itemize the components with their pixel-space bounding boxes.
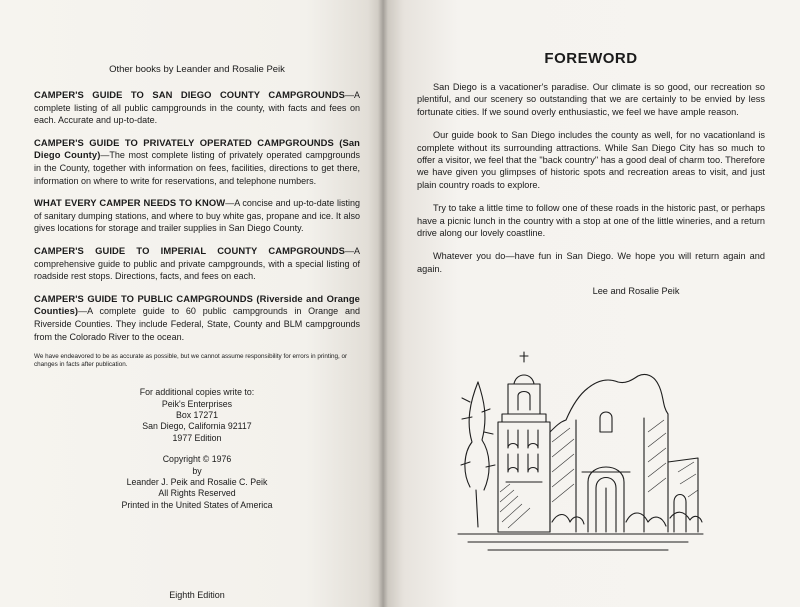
book-title: CAMPER'S GUIDE TO IMPERIAL COUNTY CAMPGROUNDS — [34, 244, 345, 256]
foreword-paragraph: Our guide book to San Diego includes the county as well, for no vacationland is complete without its surrounding attractions. While San Diego City has so much to offer a visitor, we feel that the "back country" has a good deal of charm too. Therefore we have given you glimpses of historic spots and recreation areas to visit, and just plain country roads to explore. — [417, 130, 765, 190]
order-info — [34, 387, 360, 511]
publisher-name: Peik's Enterprises — [161, 398, 233, 409]
publisher-box: Box 17271 — [175, 409, 219, 420]
printed-in: Printed in the United States of America — [121, 499, 273, 510]
copyright-authors: Leander J. Peik and Rosalie C. Peik — [126, 476, 268, 487]
book-entry — [34, 245, 360, 283]
book-entry — [34, 197, 360, 235]
foreword-paragraph: Whatever you do—have fun in San Diego. We hope you will return again and again. — [417, 251, 765, 274]
book-description: —A comprehensive guide to public and private campgrounds, with a special listing of roadside rest stops. Directions, facts, and fees on each. — [34, 245, 360, 282]
book-description: —The most complete listing of privately operated campgrounds in the County, together with information on fees, facilities, directions to get there, information on where to write for reservations, and telephone numbers. — [34, 150, 360, 186]
foreword-paragraph: San Diego is a vacationer's paradise. Our climate is so good, our recreation so plentiful, and our scenery so outstanding that we are certainly to be envied by less fortunate cities. If we sound overly enthusiastic, we feel we have ample reason. — [417, 82, 765, 117]
book-entry — [34, 137, 360, 187]
left-page — [0, 0, 383, 607]
copyright-by: by — [192, 465, 202, 476]
book-description: —A complete guide to 60 public campgrounds in Orange and Riverside Counties. They include Federal, State, County and BLM campgrounds from the Colorado River to the ocean. — [34, 306, 360, 342]
signature: Lee and Rosalie Peik — [592, 286, 680, 297]
book-title: CAMPER'S GUIDE TO PRIVATELY OPERATED CAMPGROUNDS (San Diego County) — [34, 136, 360, 161]
edition-year: 1977 Edition — [172, 432, 222, 443]
book-gutter — [378, 0, 388, 607]
foreword-title: FOREWORD — [544, 50, 638, 67]
rights-reserved: All Rights Reserved — [158, 488, 236, 499]
other-books-heading: Other books by Leander and Rosalie Peik — [109, 64, 285, 75]
edition-label: Eighth Edition — [169, 590, 225, 600]
copyright-line: Copyright © 1976 — [162, 454, 232, 465]
order-line: For additional copies write to: — [139, 387, 255, 398]
left-page-content — [34, 64, 361, 600]
book-entry — [34, 293, 360, 343]
book-title: CAMPER'S GUIDE TO PUBLIC CAMPGROUNDS (Riverside and Orange Counties) — [34, 292, 360, 317]
book-entry — [34, 89, 360, 127]
book-description: —A complete listing of all public campgrounds in the county, with facts and fees on each. Accurate and up-to-date. — [34, 90, 360, 126]
publisher-city: San Diego, California 92117 — [142, 421, 252, 432]
book-title: CAMPER'S GUIDE TO SAN DIEGO COUNTY CAMPGROUNDS — [34, 89, 345, 100]
book-description: —A concise and up-to-date listing of sanitary dumping stations, and where to buy white gas, propane and ice. It also gives locations for storage and trailer supplies in San Diego County. — [34, 198, 361, 234]
right-page-content — [417, 50, 765, 296]
disclaimer: We have endeavored to be as accurate as possible, but we cannot assume responsibility for errors in printing, or changes in facts after publication. — [34, 353, 348, 369]
mission-church-drawing-icon — [448, 322, 708, 557]
foreword-paragraph: Try to take a little time to follow one of these roads in the historic past, or perhaps have a picnic lunch in the country with a stop at one of the little wineries, and a return drive along our lovely coastline. — [417, 203, 765, 239]
book-title: WHAT EVERY CAMPER NEEDS TO KNOW — [34, 197, 226, 209]
